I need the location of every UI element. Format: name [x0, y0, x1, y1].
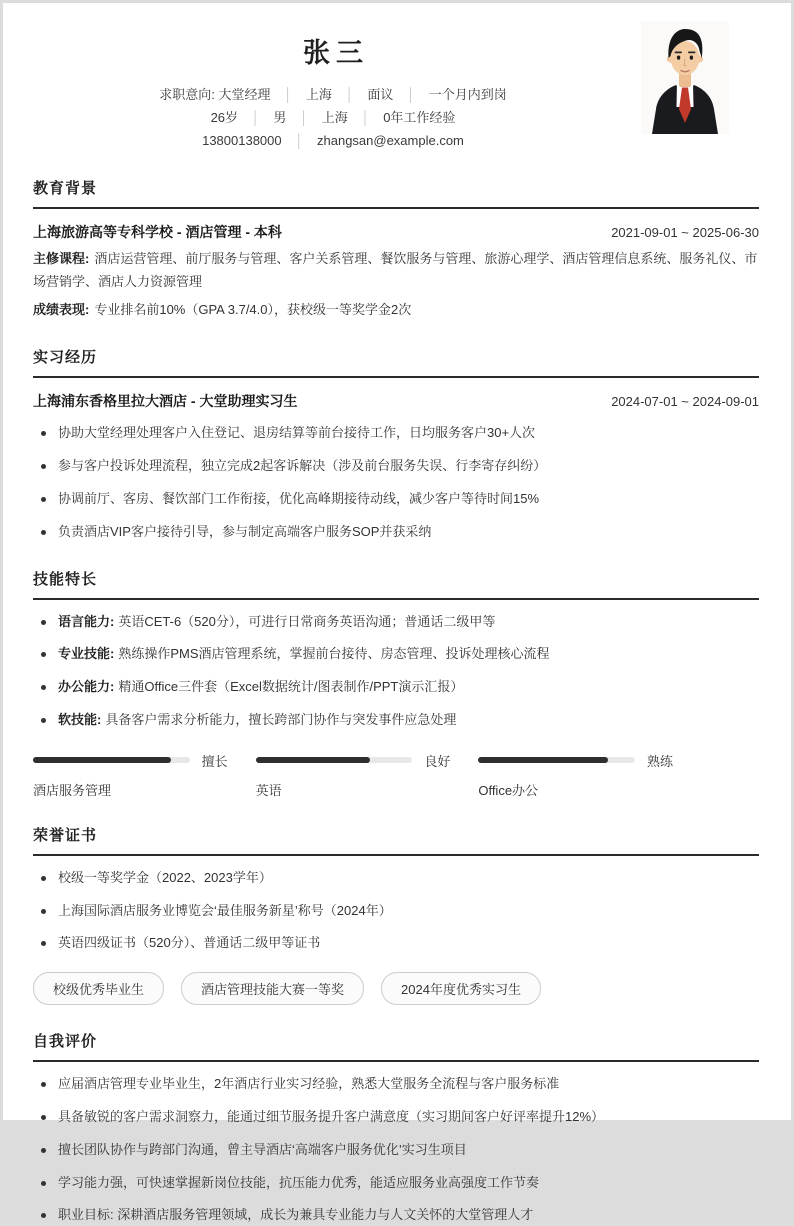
bullet-dot: [41, 530, 46, 535]
skill-bar-track: [256, 757, 413, 763]
self-evaluation-bullet-list: [33, 1074, 759, 1226]
grades-label: 成绩表现:: [33, 302, 90, 318]
section-title-self-evaluation: 自我评价: [33, 1030, 759, 1062]
internship-entry-head: [33, 391, 759, 411]
internship-dates: 2024-07-01 ~ 2024-09-01: [611, 394, 759, 410]
list-item: [33, 1140, 759, 1161]
school-name: 上海旅游高等专科学校 - 酒店管理 - 本科: [33, 224, 282, 240]
honor-tag: 酒店管理技能大赛一等奖: [181, 972, 364, 1005]
location: 上海: [321, 110, 348, 125]
list-item: [33, 1074, 759, 1095]
bullet-text: 学习能力强，可快速掌握新岗位技能，抗压能力优秀，能适应服务业高强度工作节奏: [58, 1174, 540, 1190]
bullet-dot: [41, 431, 46, 436]
list-item: [33, 677, 759, 698]
section-internship: [33, 346, 759, 542]
company-name: 上海浦东香格里拉大酒店 - 大堂助理实习生: [33, 393, 298, 410]
grades-text: 专业排名前10%（GPA 3.7/4.0），获校级一等奖学金2次: [94, 302, 412, 318]
skill-bar: [256, 751, 451, 799]
bullet-dot: [41, 909, 46, 914]
bullet-text: 协助大堂经理处理客户入住登记、退房结算等前台接待工作，日均服务客户30+人次: [58, 425, 536, 441]
list-item: [33, 901, 759, 922]
bullet-dot: [41, 1115, 46, 1120]
candidate-name: 张三: [303, 38, 369, 68]
email-address: zhangsan@example.com: [317, 133, 464, 148]
list-item: [33, 710, 759, 731]
list-item: [33, 612, 759, 633]
bullet-text: 英语四级证书（520分）、普通话二级甲等证书: [58, 935, 321, 951]
resume-header: [33, 21, 759, 152]
bullet-dot: [41, 464, 46, 469]
skill-bar: [33, 751, 228, 799]
honors-bullet-list: [33, 868, 759, 954]
intent-position: 大堂经理: [218, 87, 271, 102]
job-intent-line: [33, 83, 633, 106]
list-item: [33, 1205, 759, 1226]
skill-level: 擅长: [201, 753, 228, 769]
skill-text: 熟练操作PMS酒店管理系统，掌握前台接待、房态管理、投诉处理核心流程: [118, 646, 550, 662]
honor-tags: [33, 972, 759, 1005]
bullet-dot: [41, 1213, 46, 1218]
bullet-dot: [41, 876, 46, 881]
separator: │: [406, 87, 416, 102]
list-item: [33, 456, 759, 477]
bullet-dot: [41, 497, 46, 502]
bullet-dot: [41, 685, 46, 690]
bullet-dot: [41, 1082, 46, 1087]
skill-level: 良好: [424, 753, 451, 769]
list-item: [33, 1173, 759, 1194]
section-title-education: 教育背景: [33, 177, 759, 209]
section-education: [33, 177, 759, 321]
basic-info-line: [33, 106, 633, 129]
bullet-dot: [41, 620, 46, 625]
bullet-dot: [41, 941, 46, 946]
list-item: [33, 423, 759, 444]
honor-tag: 2024年度优秀实习生: [381, 972, 541, 1005]
contact-line: [33, 129, 633, 152]
intent-label: 求职意向:: [159, 87, 215, 102]
section-title-honors: 荣誉证书: [33, 824, 759, 856]
section-honors: [33, 824, 759, 1005]
header-text-block: [33, 21, 633, 152]
courses-paragraph: [33, 247, 759, 293]
list-item: [33, 489, 759, 510]
list-item: [33, 1107, 759, 1128]
skill-text: 英语CET-6（520分），可进行日常商务英语沟通；普通话二级甲等: [118, 613, 496, 629]
skill-text: 精通Office三件套（Excel数据统计/图表制作/PPT演示汇报）: [118, 679, 464, 695]
skill-bar-fill: [478, 757, 608, 763]
education-entry-head: [33, 222, 759, 242]
skill-bar: [478, 751, 673, 799]
list-item: [33, 868, 759, 889]
bullet-text: 擅长团队协作与跨部门沟通，曾主导酒店‘高端客户服务优化’实习生项目: [58, 1141, 467, 1157]
honor-tag: 校级优秀毕业生: [33, 972, 164, 1005]
skills-bullet-list: [33, 612, 759, 731]
list-item: [33, 644, 759, 665]
bullet-dot: [41, 1148, 46, 1153]
bullet-text: 参与客户投诉处理流程，独立完成2起客诉解决（涉及前台服务失误、行李寄存纠纷）: [58, 458, 547, 474]
courses-label: 主修课程:: [33, 251, 90, 266]
separator: │: [345, 87, 354, 102]
bullet-text: 应届酒店管理专业毕业生，2年酒店行业实习经验，熟悉大堂服务全流程与客户服务标准: [58, 1076, 560, 1092]
gender: 男: [273, 110, 287, 125]
section-skills: [33, 568, 759, 799]
skill-bar-track: [478, 757, 635, 763]
resume-page: [3, 3, 791, 1223]
bullet-dot: [41, 1181, 46, 1186]
internship-bullet-list: [33, 423, 759, 542]
skill-level: 熟练: [646, 753, 673, 769]
list-item: [33, 522, 759, 543]
bullet-text: 职业目标: 深耕酒店服务管理领域，成长为兼具专业能力与人文关怀的大堂管理人才: [58, 1207, 534, 1223]
bullet-text: 协调前厅、客房、餐饮部门工作衔接，优化高峰期接待动线，减少客户等待时间15%: [58, 490, 540, 506]
list-item: [33, 933, 759, 954]
separator: │: [284, 87, 293, 102]
skill-text: 具备客户需求分析能力，擅长跨部门协作与突发事件应急处理: [105, 711, 457, 727]
separator: │: [300, 110, 309, 125]
skill-label: 语言能力:: [58, 613, 115, 629]
bullet-dot: [41, 652, 46, 657]
section-title-skills: 技能特长: [33, 568, 759, 600]
bullet-text: 校级一等奖学金（2022、2023学年）: [58, 869, 272, 885]
skill-name: Office办公: [478, 782, 539, 798]
education-dates: 2021-09-01 ~ 2025-06-30: [611, 225, 759, 240]
separator: │: [361, 110, 370, 125]
skill-label: 软技能:: [58, 711, 102, 727]
skill-label: 专业技能:: [58, 646, 115, 662]
skill-bars: [33, 751, 673, 799]
section-self-evaluation: [33, 1030, 759, 1226]
experience-years: 0年工作经验: [383, 110, 456, 125]
skill-bar-fill: [256, 757, 370, 763]
courses-text: 酒店运营管理、前厅服务与管理、客户关系管理、餐饮服务与管理、旅游心理学、酒店管理信息系统、服务礼仪、市场营销学、酒店人力资源管理: [33, 251, 758, 290]
age: 26岁: [210, 110, 239, 125]
skill-bar-track: [33, 757, 190, 763]
profile-photo: [641, 21, 729, 134]
bullet-text: 负责酒店VIP客户接待引导，参与制定高端客户服务SOP并获采纳: [58, 523, 432, 539]
skill-name: 英语: [255, 782, 282, 798]
separator: │: [251, 110, 260, 125]
skill-bar-fill: [33, 757, 171, 763]
avatar-illustration: [641, 21, 729, 134]
bullet-dot: [41, 718, 46, 723]
section-title-internship: 实习经历: [33, 346, 759, 378]
skill-label: 办公能力:: [58, 679, 115, 695]
skill-name: 酒店服务管理: [33, 782, 112, 798]
intent-city: 上海: [305, 87, 332, 102]
phone-number: 13800138000: [202, 133, 282, 148]
grades-paragraph: [33, 298, 759, 321]
bullet-text: 上海国际酒店服务业博览会‘最佳服务新星’称号（2024年）: [58, 902, 392, 918]
intent-salary: 面议: [367, 87, 394, 102]
intent-availability: 一个月内到岗: [428, 87, 507, 102]
bullet-text: 具备敏锐的客户需求洞察力，能通过细节服务提升客户满意度（实习期间客户好评率提升12%）: [58, 1108, 605, 1124]
separator: │: [295, 133, 304, 148]
